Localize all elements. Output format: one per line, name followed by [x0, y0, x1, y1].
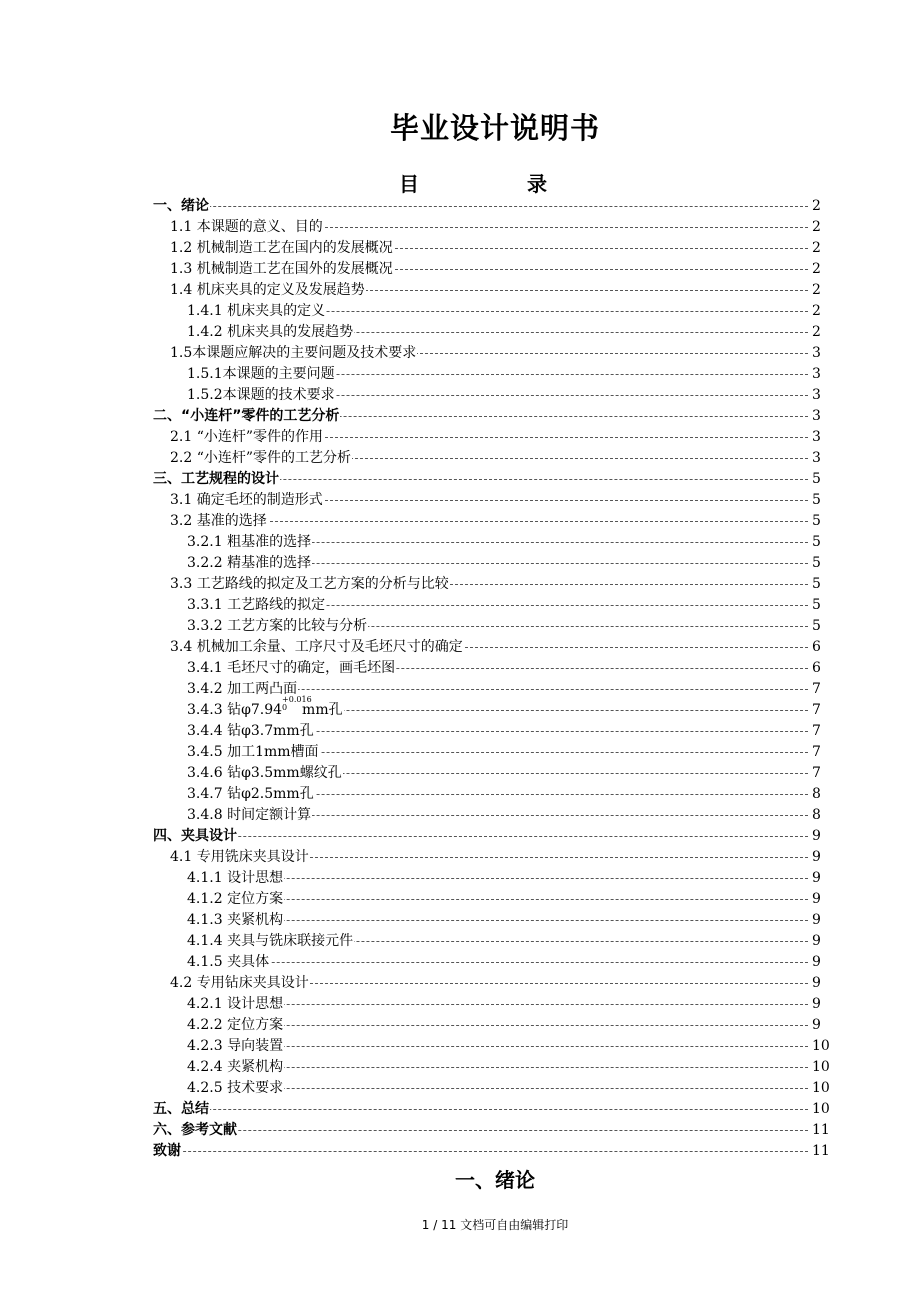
- toc-entry: [187, 364, 832, 385]
- toc-entry: [170, 280, 832, 301]
- toc-entry: [187, 695, 832, 721]
- toc-page-number: 9: [812, 933, 821, 949]
- toc-entry-text: 4.2.3 导向装置: [187, 1038, 284, 1054]
- toc-entry-text: 致谢: [153, 1143, 181, 1159]
- toc-entry-label: [187, 763, 343, 784]
- toc-entry-label: [187, 721, 315, 742]
- toc-entry-label: [187, 616, 368, 637]
- toc-page-number: 2: [812, 324, 821, 340]
- toc-entry-label: [187, 553, 312, 574]
- toc-entry-text-tail: mm孔: [302, 702, 343, 718]
- toc-entry-label: [153, 1099, 210, 1120]
- toc-entry: [187, 616, 832, 637]
- toc-entry-label: [170, 511, 268, 532]
- toc-page-number: 2: [812, 261, 821, 277]
- toc-entry: [187, 721, 832, 742]
- toc-entry-text: 1.3 机械制造工艺在国外的发展概况: [170, 261, 393, 277]
- toc-entry-label: [170, 238, 394, 259]
- toc-page-number: 7: [812, 723, 821, 739]
- toc-entry: [153, 1099, 832, 1120]
- toc-entry-label: [187, 385, 336, 406]
- toc-entry-label: [187, 1036, 284, 1057]
- toc-entry-text: 4.1 专用铣床夹具设计: [170, 849, 309, 865]
- toc-page-number: 11: [812, 1122, 830, 1138]
- toc-entry-text: 4.1.2 定位方案: [187, 891, 284, 907]
- toc-entry: [187, 1036, 832, 1057]
- toc-entry: [153, 1141, 832, 1162]
- toc-entry-label: [153, 406, 340, 427]
- toc-entry-label: [170, 427, 324, 448]
- toc-entry-label: [170, 490, 324, 511]
- toc-entry-label: [187, 322, 354, 343]
- toc-entry: [187, 910, 832, 931]
- toc-entry-label: [170, 973, 310, 994]
- toc-entry: [170, 448, 832, 469]
- toc-page-number: 3: [812, 450, 821, 466]
- toc-entry-label: [170, 343, 417, 364]
- toc-entry-text: 三、工艺规程的设计: [153, 471, 279, 487]
- toc-page-number: 5: [812, 576, 821, 592]
- toc-leader: [153, 1109, 808, 1110]
- toc-entry: [170, 343, 832, 364]
- document-title: 毕业设计说明书: [389, 111, 600, 145]
- toc-entry: [153, 1120, 832, 1141]
- toc-leader: [153, 1151, 808, 1152]
- toc-entry-label: [187, 364, 336, 385]
- toc-entry: [187, 595, 832, 616]
- toc-entry-text: 3.4.6 钻φ3.5mm螺纹孔: [187, 765, 342, 781]
- toc-page-number: 6: [812, 660, 821, 676]
- toc-entry-text: 3.4.5 加工1mm槽面: [187, 744, 319, 760]
- toc-entry: [187, 784, 832, 805]
- toc-page-number: 11: [812, 1143, 830, 1159]
- toc-page-number: 5: [812, 534, 821, 550]
- toc-page-number: 5: [812, 492, 821, 508]
- toc-entry-text: 3.2.2 精基准的选择: [187, 555, 312, 571]
- toc-entry-label: [187, 868, 284, 889]
- toc-page-number: 10: [812, 1080, 830, 1096]
- toc-entry-text: 4.1.1 设计思想: [187, 870, 284, 886]
- toc-entry-label: [170, 448, 352, 469]
- toc-page-number: 9: [812, 954, 821, 970]
- toc-page-number: 2: [812, 198, 821, 214]
- toc-entry-text: 四、夹具设计: [153, 828, 237, 844]
- toc-page-number: 7: [812, 702, 821, 718]
- toc-entry-label: [187, 1078, 284, 1099]
- section-heading: 一、绪论: [455, 1168, 535, 1192]
- toc-entry-text: 4.2.5 技术要求: [187, 1080, 284, 1096]
- toc-entry-label: [153, 826, 238, 847]
- toc-leader: [187, 962, 808, 963]
- toc-entry: [170, 238, 832, 259]
- toc-entry-text: 3.4.8 时间定额计算: [187, 807, 312, 823]
- toc-entry-text: 1.4.2 机床夹具的发展趋势: [187, 324, 354, 340]
- toc-entry-text: 4.1.5 夹具体: [187, 954, 270, 970]
- toc-entry-text: 3.4 机械加工余量、工序尺寸及毛坯尺寸的确定: [170, 639, 463, 655]
- toc-page-number: 8: [812, 786, 821, 802]
- toc-entry: [187, 385, 832, 406]
- toc-entry-text: 4.1.3 夹紧机构: [187, 912, 284, 928]
- toc-page-number: 9: [812, 870, 821, 886]
- toc-entry-label: [170, 847, 310, 868]
- toc-entry: [187, 763, 832, 784]
- toc-page-number: 7: [812, 744, 821, 760]
- toc-entry-text: 1.1 本课题的意义、目的: [170, 219, 323, 235]
- toc-entry-text: 3.4.2 加工两凸面: [187, 681, 298, 697]
- toc-entry: [170, 217, 832, 238]
- toc-page-number: 5: [812, 555, 821, 571]
- toc-entry-label: [153, 1141, 182, 1162]
- page-footer: 1 / 11 文档可自由编辑打印: [421, 1218, 569, 1232]
- toc-entry: [170, 511, 832, 532]
- toc-page-number: 5: [812, 597, 821, 613]
- toc-page-number: 3: [812, 408, 821, 424]
- toc-entry-text: 二、“小连杆”零件的工艺分析: [153, 408, 340, 424]
- toc-entry-text: 4.2.4 夹紧机构: [187, 1059, 284, 1075]
- toc-entry-text: 3.4.4 钻φ3.7mm孔: [187, 723, 314, 739]
- toc-page-number: 8: [812, 807, 821, 823]
- toc-entry: [153, 826, 832, 847]
- toc-entry-label: [187, 805, 312, 826]
- toc-entry-label: [187, 889, 284, 910]
- toc-entry-text: 2.2 “小连杆”零件的工艺分析: [170, 450, 352, 466]
- toc-entry-text: 3.3.2 工艺方案的比较与分析: [187, 618, 368, 634]
- toc-entry-label: [170, 259, 394, 280]
- toc-entry: [187, 1057, 832, 1078]
- toc-entry: [170, 847, 832, 868]
- toc-page-number: 2: [812, 282, 821, 298]
- toc-page-number: 3: [812, 429, 821, 445]
- toc-entry-text: 1.5.2本课题的技术要求: [187, 387, 335, 403]
- toc-title: 目 录: [399, 172, 591, 196]
- toc-entry-text: 1.5.1本课题的主要问题: [187, 366, 335, 382]
- toc-entry-label: [187, 931, 354, 952]
- toc-entry: [187, 553, 832, 574]
- toc-page-number: 10: [812, 1038, 830, 1054]
- toc-entry-label: [170, 637, 464, 658]
- toc-page-number: 3: [812, 345, 821, 361]
- toc-page-number: 2: [812, 240, 821, 256]
- toc-page-number: 9: [812, 849, 821, 865]
- toc-entry-label: [187, 742, 320, 763]
- toc-entry-label: [187, 532, 312, 553]
- toc-entry: [187, 301, 832, 322]
- toc-entry-label: [187, 910, 284, 931]
- toc-entry-text: 2.1 “小连杆”零件的作用: [170, 429, 324, 445]
- toc-entry-text: 3.3 工艺路线的拟定及工艺方案的分析与比较: [170, 576, 449, 592]
- toc-page-number: 7: [812, 765, 821, 781]
- toc-page-number: 6: [812, 639, 821, 655]
- toc-page-number: 10: [812, 1059, 830, 1075]
- toc-entry: [187, 868, 832, 889]
- toc-entry: [170, 490, 832, 511]
- toc-entry-text: 一、绪论: [153, 198, 209, 214]
- toc-entry: [187, 889, 832, 910]
- toc-entry: [170, 973, 832, 994]
- toc-entry-text: 4.1.4 夹具与铣床联接元件: [187, 933, 354, 949]
- toc-entry-label: [153, 196, 210, 217]
- toc-entry-text: 六、参考文献: [153, 1122, 237, 1138]
- toc-entry-label: [187, 994, 284, 1015]
- toc-page-number: 7: [812, 681, 821, 697]
- toc-entry-text: 1.2 机械制造工艺在国内的发展概况: [170, 240, 393, 256]
- toc-page-number: 9: [812, 996, 821, 1012]
- toc-leader: [153, 206, 808, 207]
- toc-entry: [170, 259, 832, 280]
- toc-entry: [187, 952, 832, 973]
- toc-page-number: 9: [812, 1017, 821, 1033]
- toc-leader: [153, 1130, 808, 1131]
- toc-page-number: 9: [812, 828, 821, 844]
- toc-entry-text: 3.4.1 毛坯尺寸的确定，画毛坯图: [187, 660, 396, 676]
- toc-entry-text: 1.4.1 机床夹具的定义: [187, 303, 326, 319]
- toc-entry-text: 3.1 确定毛坯的制造形式: [170, 492, 323, 508]
- toc-entry-text: 五、总结: [153, 1101, 209, 1117]
- toc-page-number: 9: [812, 912, 821, 928]
- toc-page-number: 2: [812, 303, 821, 319]
- toc-entry-text: 4.2 专用钻床夹具设计: [170, 975, 309, 991]
- toc-entry: [187, 931, 832, 952]
- toc-entry-text: 3.4.7 钻φ2.5mm孔: [187, 786, 314, 802]
- tolerance-lower: 0: [282, 703, 288, 712]
- toc-entry: [187, 805, 832, 826]
- toc-entry-label: [187, 595, 326, 616]
- toc-entry-text: 3.2.1 粗基准的选择: [187, 534, 312, 550]
- toc-entry: [187, 1078, 832, 1099]
- toc-entry-label: [153, 469, 280, 490]
- toc-page-number: 5: [812, 618, 821, 634]
- toc-entry: [153, 406, 832, 427]
- toc-entry-label: [187, 301, 326, 322]
- toc-entry-text: 3.3.1 工艺路线的拟定: [187, 597, 326, 613]
- toc-entry: [153, 469, 832, 490]
- toc-page-number: 5: [812, 471, 821, 487]
- toc-entry-label: [187, 1057, 284, 1078]
- toc-entry-label: [170, 280, 366, 301]
- toc-page-number: 9: [812, 975, 821, 991]
- toc-entry-label: [170, 217, 324, 238]
- toc-entry-text: 4.2.2 定位方案: [187, 1017, 284, 1033]
- toc-entry: [187, 1015, 832, 1036]
- toc-entry-text: 3.2 基准的选择: [170, 513, 267, 529]
- toc-entry-label: [187, 695, 344, 721]
- toc-entry: [170, 427, 832, 448]
- toc-page-number: 9: [812, 891, 821, 907]
- toc-page-number: 3: [812, 366, 821, 382]
- toc-entry-label: [153, 1120, 238, 1141]
- toc-entry-text: 3.4.3 钻φ7.94: [187, 702, 283, 718]
- toc-entry: [187, 322, 832, 343]
- toc-entry: [187, 994, 832, 1015]
- toc-leader: [153, 836, 808, 837]
- toc-entry-label: [187, 784, 315, 805]
- toc-page-number: 2: [812, 219, 821, 235]
- toc-entry-text: 4.2.1 设计思想: [187, 996, 284, 1012]
- toc-entry: [153, 196, 832, 217]
- toc-page-number: 5: [812, 513, 821, 529]
- tolerance-upper: +0.016: [282, 695, 312, 704]
- toc-page-number: 10: [812, 1101, 830, 1117]
- toc-entry: [170, 574, 832, 595]
- toc-entry-label: [170, 574, 450, 595]
- toc-entry-label: [187, 1015, 284, 1036]
- toc-entry: [187, 742, 832, 763]
- toc-entry: [170, 637, 832, 658]
- toc-entry: [187, 532, 832, 553]
- tolerance: [282, 695, 312, 714]
- toc-page-number: 3: [812, 387, 821, 403]
- toc-entry-text: 1.5本课题应解决的主要问题及技术要求: [170, 345, 417, 361]
- toc-entry-text: 1.4 机床夹具的定义及发展趋势: [170, 282, 365, 298]
- toc-entry: [187, 658, 832, 679]
- toc-entry-label: [187, 658, 396, 679]
- toc-entry-label: [187, 952, 270, 973]
